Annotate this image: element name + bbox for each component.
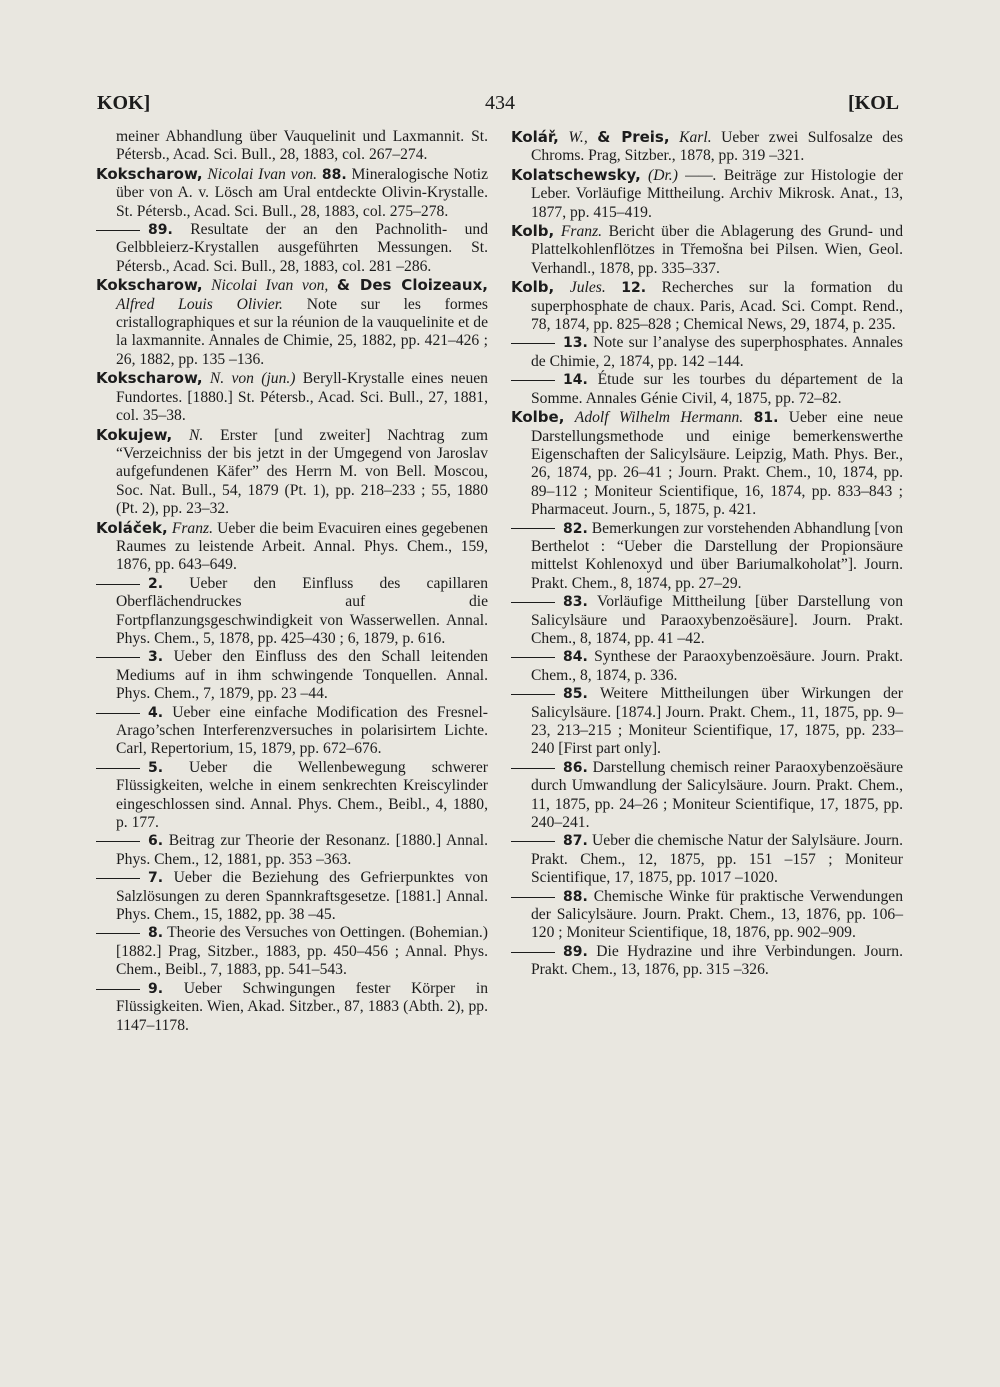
bibliography-entry xyxy=(511,166,903,222)
bibliography-entry xyxy=(511,520,903,594)
coauthor-given-name: Karl. xyxy=(679,129,712,146)
entry-text: Theorie des Versuches von Oettingen. (Bohemian.) [1882.] Prag, Sitzber., 1883, pp. 450–456 ; Annal. Phys. Chem., Beibl., 7, 1883, pp. 541–543. xyxy=(116,924,488,979)
author-given-name: W., xyxy=(568,129,588,146)
entry-text: Ueber den Einfluss des den Schall leitenden Mediums auf in ihm schwingende Tonquellen. Annal. Phys. Chem., 7, 1879, pp. 23 –44. xyxy=(116,648,488,703)
bibliography-entry xyxy=(96,924,488,979)
author-given-name: N. von (jun.) xyxy=(209,370,296,388)
bibliography-entry xyxy=(96,221,488,276)
ditto-dash xyxy=(96,933,140,934)
ditto-dash xyxy=(511,841,555,842)
bibliography-entry xyxy=(511,278,903,334)
entry-number: 2. xyxy=(148,575,164,592)
entry-number: 88. xyxy=(563,888,588,905)
continued-text: meiner Abhandlung über Vauquelinit und Laxmannit. St. Pétersb., Acad. Sci. Bull., 28, 1883, col. 267–274. xyxy=(116,128,488,164)
ditto-dash xyxy=(96,841,140,842)
ditto-dash xyxy=(96,657,140,658)
entry-number: 84. xyxy=(563,649,588,666)
bibliography-entry xyxy=(511,759,903,833)
bibliography-entry xyxy=(96,165,488,221)
entry-number: 83. xyxy=(563,594,588,611)
entry-text: Ueber die Wellenbewegung schwerer Flüssigkeiten, welche in einem senkrechten Kreiscylinder eingeschlossen sind. Annal. Phys. Chem., Beibl., 4, 1880, p. 177. xyxy=(116,758,488,832)
entry-text: Ueber eine neue Darstellungsmethode und einige bemerkenswerthe Eigenschaften der Salicylsäure. Leipzig, Math. Phys. Ber., 26, 1874, pp. 26–41 ; Journ. Prakt. Chem., 10, 1874, pp. 89–112 ; Moniteur Scientifique, 16, 1874, pp. 833–843 ; Pharmaceut. Journ., 5, 1875, p. 421. xyxy=(531,409,904,519)
ditto-dash xyxy=(96,768,140,769)
entry-number: 8. xyxy=(148,925,164,942)
entry-number: 5. xyxy=(148,759,164,776)
bibliography-entry xyxy=(511,832,903,887)
bibliography-entry xyxy=(96,276,488,369)
left-column xyxy=(96,128,488,1035)
page-number: 434 xyxy=(485,92,515,114)
bibliography-entry xyxy=(511,334,903,371)
entry-number: 7. xyxy=(148,870,164,887)
entry-text: Ueber zwei Sulfosalze des Chroms. Prag, Sitzber., 1878, pp. 319 –321. xyxy=(531,129,904,165)
entry-text: Darstellung chemisch reiner Paraoxybenzoësäure durch Umwandlung der Salicylsäure. Journ. Prakt. Chem., 11, 1875, pp. 24–26 ; Moniteur Scientifique, 17, 1875, pp. 240–241. xyxy=(531,758,903,832)
bibliography-entry xyxy=(96,832,488,869)
entry-text: Synthese der Paraoxybenzoësäure. Journ. Prakt. Chem., 8, 1874, p. 336. xyxy=(531,648,903,684)
bibliography-entry xyxy=(511,408,903,519)
entry-number: 3. xyxy=(148,649,164,666)
header-right: [KOL xyxy=(848,92,900,114)
ditto-dash xyxy=(511,694,555,695)
bibliography-entry xyxy=(96,369,488,425)
entry-text: Ueber Schwingungen fester Körper in Flüssigkeiten. Wien, Akad. Sitzber., 87, 1883 (Abth. 2), pp. 1147–1178. xyxy=(116,979,489,1034)
ditto-dash xyxy=(511,380,555,381)
ditto-dash xyxy=(96,584,140,585)
author-given-name: Nicolai Ivan von, xyxy=(211,277,329,295)
entry-text: Weitere Mittheilungen über Wirkungen der Salicylsäure. [1874.] Journ. Prakt. Chem., 11, 1875, pp. 9–23, 213–215 ; Moniteur Scientifique, 17, 1875, pp. 233–240 [First part only]. xyxy=(531,685,903,758)
ditto-dash xyxy=(511,768,555,769)
author-name: Kolatschewsky, xyxy=(511,165,641,184)
entry-text: Die Hydrazine und ihre Verbindungen. Journ. Prakt. Chem., 13, 1876, pp. 315 –326. xyxy=(531,942,903,979)
entry-text: Ueber den Einfluss des capillaren Oberflächendruckes auf die Fortpflanzungsgeschwindigkeit von Wasserwellen. Annal. Phys. Chem., 5, 1878, pp. 425–430 ; 6, 1879, p. 616. xyxy=(116,574,488,647)
author-name: Koláček, xyxy=(96,518,168,537)
author-name: Kokscharow, xyxy=(96,276,203,295)
entry-text: Resultate der an den Pachnolith- und Gelbbleierz-Krystallen ausgeführten Messungen. St. Pétersb., Acad. Sci. Bull., 28, 1883, col. 281 –286. xyxy=(116,221,488,275)
entry-text: Beiträge zur Histologie der Leber. Vorläufige Mittheilung. Archiv Mikrosk. Anat., 13, 1877, pp. 415–419. xyxy=(531,166,903,221)
bibliography-entry xyxy=(511,648,903,685)
entry-number: 9. xyxy=(148,980,164,997)
bibliography-entry xyxy=(96,759,488,833)
author-name: Kokujew, xyxy=(96,425,173,444)
author-name: Kolb, xyxy=(511,278,555,297)
entry-text: Beryll-Krystalle eines neuen Fundortes. [1880.] St. Pétersb., Acad. Sci. Bull., 27, 1881, col. 35–38. xyxy=(116,370,488,425)
entry-number: 13. xyxy=(563,335,588,352)
entry-number: 12. xyxy=(621,280,647,297)
author-name: Kolb, xyxy=(511,222,555,241)
ditto-dash xyxy=(511,952,555,953)
coauthor-name: & Des Cloizeaux, xyxy=(336,276,488,295)
entry-number: 4. xyxy=(148,704,164,721)
entry-text: Erster [und zweiter] Nachtrag zum “Verzeichniss der bis jetzt in der Umgegend von Jaroslav aufgefundenen Käfer” des Herrn M. von Bell. Moscou, Soc. Nat. Bull., 54, 1879 (Pt. 1), pp. 218–233 ; 55, 1880 (Pt. 2), pp. 23–32. xyxy=(116,426,488,518)
entry-number: 89. xyxy=(148,222,173,239)
entry-text: Bemerkungen zur vorstehenden Abhandlung [von Berthelot : “Ueber die Darstellung der Propionsäure mittelst Kohlenoxyd und über Bariumalkoholat”]. Journ. Prakt. Chem., 8, 1874, pp. 27–29. xyxy=(531,519,903,592)
bibliography-entry xyxy=(96,869,488,924)
entry-text: Ueber eine einfache Modification des Fresnel-Arago’schen Interferenzversuches in polarisirtem Lichte. Carl, Repertorium, 15, 1879, pp. 672–676. xyxy=(116,703,488,758)
ditto-dash xyxy=(511,897,555,898)
entry-text: Recherches sur la formation du superphosphate de chaux. Paris, Acad. Sci. Compt. Rend., 78, 1874, pp. 825–828 ; Chemical News, 29, 1874, p. 235. xyxy=(531,279,903,334)
bibliography-entry xyxy=(96,704,488,759)
ditto-dash xyxy=(96,713,140,714)
entry-text: Ueber die beim Evacuiren eines gegebenen Raumes zu leistende Arbeit. Annal. Phys. Chem., 159, 1876, pp. 643–649. xyxy=(116,519,489,574)
entry-text: Note sur les formes cristallographiques et sur la réunion de la vauquelinite et de la laxmannite. Annales de Chimie, 25, 1882, pp. 421–426 ; 26, 1882, pp. 135 –136. xyxy=(116,295,488,368)
bibliography-entry xyxy=(96,426,488,519)
entry-text: Note sur l’analyse des superphosphates. Annales de Chimie, 2, 1874, pp. 142 –144. xyxy=(531,334,903,370)
bibliography-entry xyxy=(96,575,488,649)
entry-text: Beitrag zur Theorie der Resonanz. [1880.] Annal. Phys. Chem., 12, 1881, pp. 353 –363. xyxy=(116,832,488,868)
entry-number: 6. xyxy=(148,833,164,850)
author-given-name: Franz. xyxy=(171,519,213,537)
bibliography-entry xyxy=(511,593,903,648)
entry-text: Ueber die chemische Natur der Salylsäure. Journ. Prakt. Chem., 12, 1875, pp. 151 –157 ; Moniteur Scientifique, 17, 1875, pp. 1017 –1020. xyxy=(531,832,903,887)
author-given-name: N. xyxy=(189,426,204,444)
author-name: Kolář, xyxy=(511,128,559,146)
author-given-name: Nicolai Ivan von. xyxy=(207,165,318,183)
running-header xyxy=(0,92,1000,122)
entry-number: 81. xyxy=(753,410,779,427)
entry-number: 89. xyxy=(563,943,588,960)
ditto-dash xyxy=(511,528,555,529)
bibliography-entry xyxy=(511,371,903,408)
bibliography-entry xyxy=(96,128,488,165)
entry-number: 14. xyxy=(563,372,588,389)
bibliography-entry xyxy=(511,888,903,943)
entry-number: 88. xyxy=(321,166,347,183)
ditto-dash xyxy=(511,343,555,344)
right-column xyxy=(511,128,903,980)
ditto-dash xyxy=(96,989,140,990)
ditto-dash xyxy=(96,878,140,879)
author-name: Kolbe, xyxy=(511,408,565,427)
bibliography-entry xyxy=(511,943,903,980)
entry-text: Mineralogische Notiz über von A. v. Lösch am Ural entdeckte Olivin-Krystalle. St. Pétersb., Acad. Sci. Bull., 28, 1883, col. 275–278. xyxy=(116,165,488,220)
entry-number: 86. xyxy=(563,759,588,776)
bibliography-entry xyxy=(511,222,903,278)
entry-text: Étude sur les tourbes du département de la Somme. Annales Génie Civil, 4, 1875, pp. 72–82. xyxy=(531,371,904,407)
ditto-dash xyxy=(511,657,555,658)
coauthor-given-name: Alfred Louis Olivier. xyxy=(116,295,283,313)
bibliography-entry xyxy=(96,648,488,703)
bibliography-entry xyxy=(511,128,903,166)
coauthor-name: & Preis, xyxy=(597,128,670,146)
entry-number: 85. xyxy=(563,686,588,703)
author-name: Kokscharow, xyxy=(96,164,203,183)
entry-text: Ueber die Beziehung des Gefrierpunktes von Salzlösungen zu deren Spannkraftsgesetze. [1881.] Annal. Phys. Chem., 15, 1882, pp. 38 –45. xyxy=(116,869,488,924)
bibliography-entry xyxy=(511,685,903,759)
entry-number: 87. xyxy=(563,833,588,850)
entry-number: 82. xyxy=(563,520,588,537)
author-given-name: Adolf Wilhelm Hermann. xyxy=(574,409,744,427)
bibliography-entry xyxy=(96,980,488,1035)
author-given-name: Jules. xyxy=(569,279,606,297)
author-given-name: Franz. xyxy=(560,223,603,241)
entry-text: Vorläufige Mittheilung [über Darstellung von Salicylsäure und Paraoxybenzoësäure]. Journ. Prakt. Chem., 8, 1874, pp. 41 –42. xyxy=(531,593,903,647)
ditto-dash xyxy=(96,230,140,231)
author-name: Kokscharow, xyxy=(96,369,203,388)
header-left: KOK] xyxy=(97,92,151,114)
bibliography-entry xyxy=(96,519,488,575)
entry-text: Chemische Winke für praktische Verwendungen der Salicylsäure. Journ. Prakt. Chem., 13, 1876, pp. 106–120 ; Moniteur Scientifique, 18, 1876, pp. 902–909. xyxy=(531,887,903,942)
author-given-name: (Dr.) ——. xyxy=(648,166,717,184)
ditto-dash xyxy=(511,602,555,603)
entry-text: Bericht über die Ablagerung des Grund- und Plattelkohlenflötzes in Třemošna bei Pilsen. Wien, Geol. Verhandl., 1878, pp. 335–337. xyxy=(531,223,903,277)
